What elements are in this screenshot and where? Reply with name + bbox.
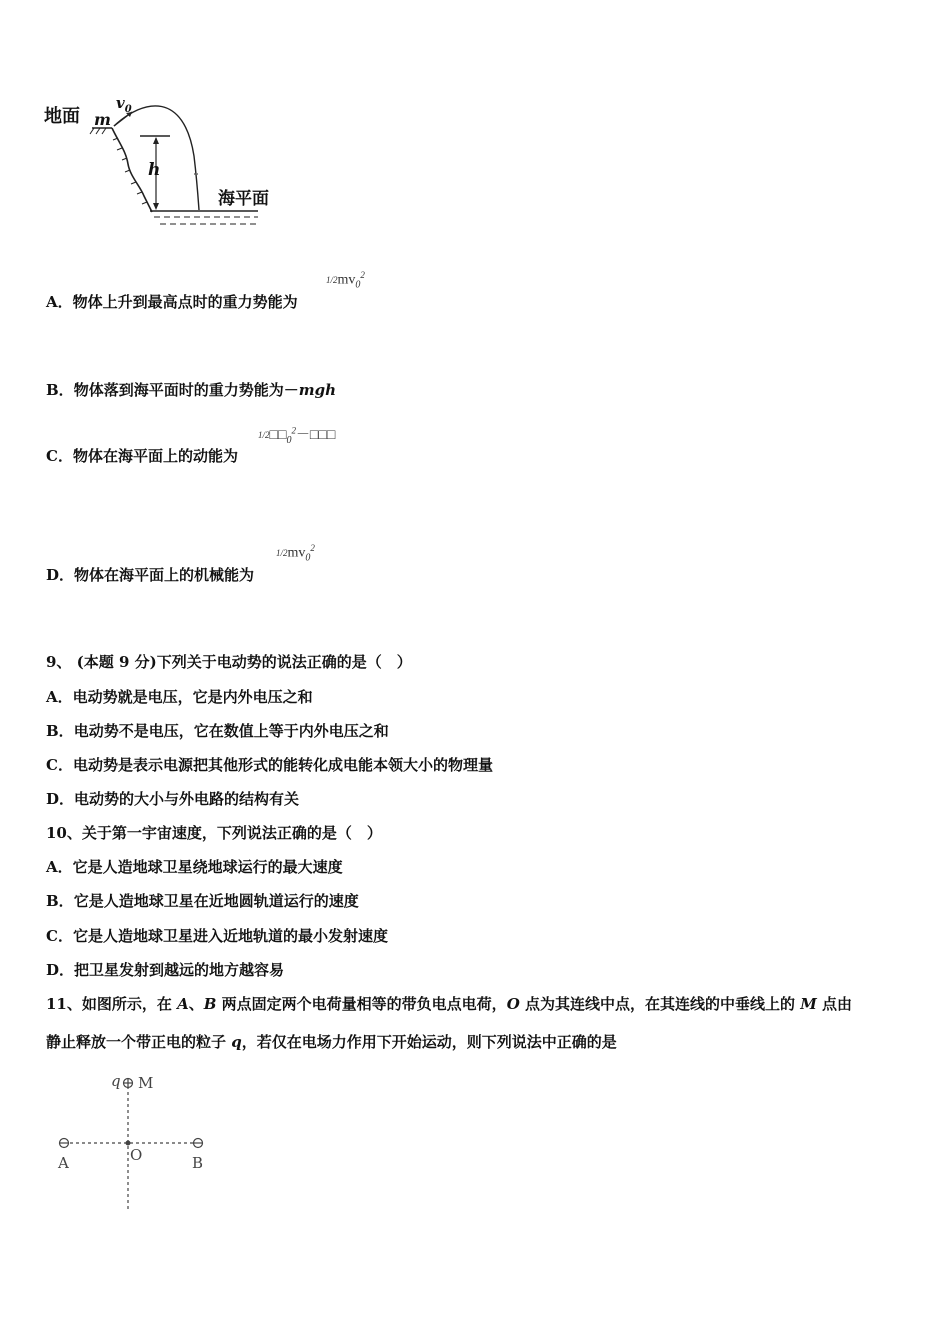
- q9-option-a: A．电动势就是电压，它是内外电压之和: [46, 688, 313, 706]
- q10-option-d: D．把卫星发射到越远的地方越容易: [46, 961, 285, 979]
- q9-option-d: D．电动势的大小与外电路的结构有关: [46, 790, 300, 808]
- q8-option-c: C．物体在海平面上的动能为: [46, 447, 238, 465]
- a-label: A: [58, 1154, 69, 1172]
- mass-label: m: [94, 110, 111, 129]
- q9-stem: 9、 (本题 9 分)下列关于电动势的说法正确的是（ ）: [46, 653, 412, 671]
- q9-option-c: C．电动势是表示电源把其他形式的能转化成电能本领大小的物理量: [46, 756, 493, 774]
- q11-stem-line2: 静止释放一个带正电的粒子 q，若仅在电场力作用下开始运动，则下列说法中正确的是: [46, 1033, 617, 1051]
- height-label: h: [148, 160, 161, 180]
- velocity-label: $v_0$: [116, 94, 132, 115]
- cliff-figure: [44, 96, 294, 236]
- q10-option-b: B．它是人造地球卫星在近地圆轨道运行的速度: [46, 892, 359, 910]
- q8-option-c-formula: $1/2□□_0^2-□□□$: [258, 425, 336, 446]
- q8-option-a: A．物体上升到最高点时的重力势能为: [46, 293, 298, 311]
- q8-option-d: D．物体在海平面上的机械能为: [46, 566, 255, 584]
- sea-level-label: 海平面: [218, 189, 269, 209]
- m-label: M: [138, 1074, 154, 1092]
- o-label: O: [130, 1146, 143, 1164]
- q9-option-b: B．电动势不是电压，它在数值上等于内外电压之和: [46, 722, 389, 740]
- b-label: B: [192, 1154, 204, 1172]
- ground-label: 地面: [44, 106, 80, 127]
- q8-option-d-formula: $1/2mv_0^2$: [276, 543, 315, 564]
- q8-option-b: B．物体落到海平面时的重力势能为－mgh: [46, 381, 336, 399]
- q10-stem: 10、关于第一宇宙速度，下列说法正确的是（ ）: [46, 824, 382, 842]
- point-o: [126, 1141, 131, 1146]
- charges-figure: [50, 1070, 220, 1215]
- charges-diagram: [50, 1070, 220, 1215]
- q-label: q: [111, 1072, 121, 1090]
- q8-option-a-formula: $1/2mv_0^2$: [326, 270, 365, 291]
- q11-stem-line1: 11、如图所示，在 A、B 两点固定两个电荷量相等的带负电点电荷，O 点为其连线中点，在其连线的中垂线上的 M 点由: [46, 995, 853, 1013]
- q10-option-a: A．它是人造地球卫星绕地球运行的最大速度: [46, 858, 343, 876]
- q10-option-c: C．它是人造地球卫星进入近地轨道的最小发射速度: [46, 927, 388, 945]
- cliff-diagram: [44, 96, 294, 236]
